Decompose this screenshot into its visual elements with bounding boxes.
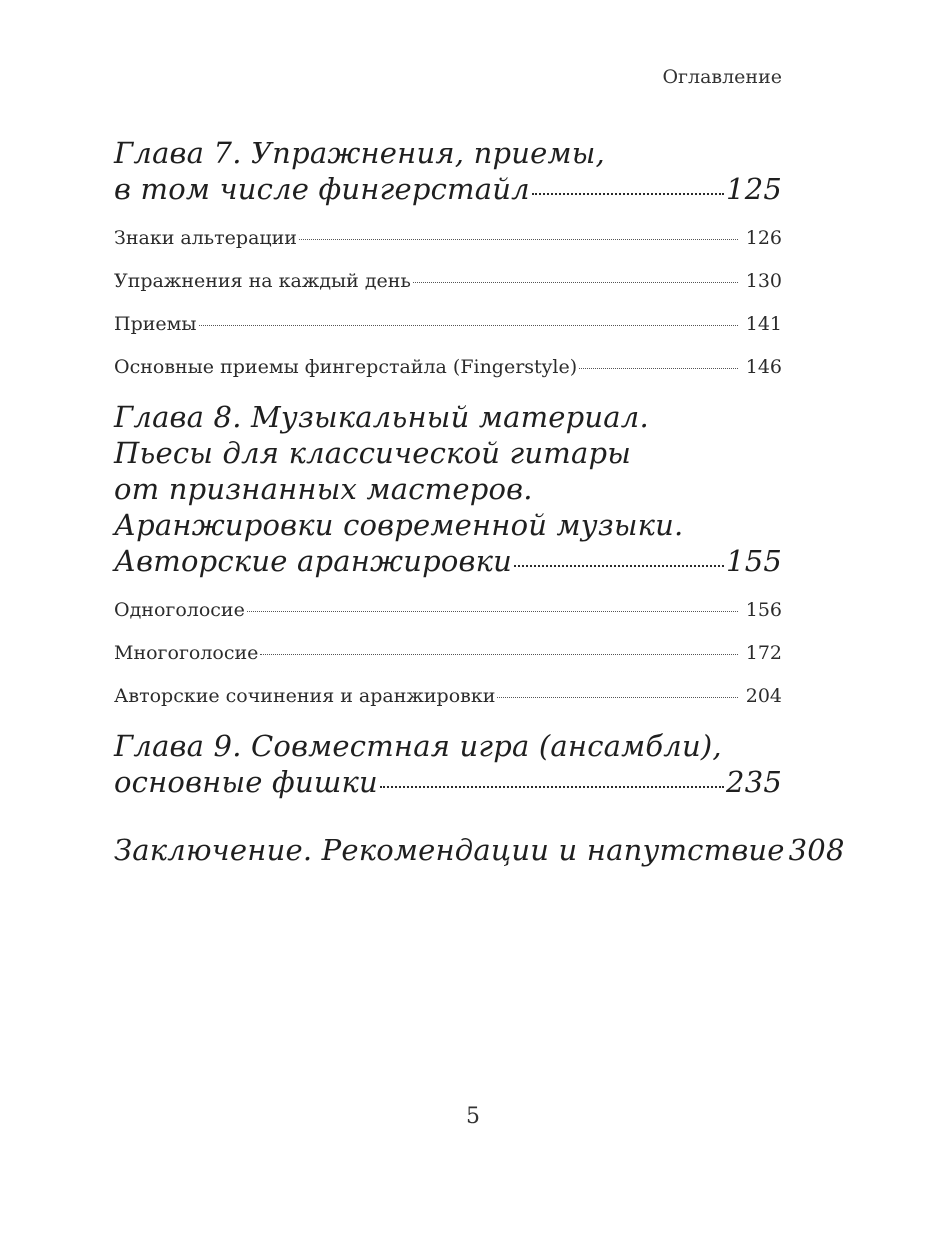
dot-leader <box>497 697 737 698</box>
dot-leader <box>299 239 738 240</box>
table-of-contents <box>114 135 845 868</box>
toc-entry-title: Авторские сочинения и аранжировки <box>114 685 496 707</box>
toc-entry-page: 130 <box>745 270 782 292</box>
dot-leader <box>260 654 737 655</box>
chapter-7-title-line-2: в том числе фингерстайл <box>114 172 530 206</box>
chapter-8-sections <box>114 599 782 707</box>
chapter-title-line <box>114 399 782 435</box>
chapter-title-line <box>114 135 782 171</box>
chapter-8 <box>114 399 782 707</box>
toc-entry-title: Знаки альтерации <box>114 227 297 249</box>
dot-leader <box>247 611 738 612</box>
toc-entry[interactable] <box>114 227 782 249</box>
dot-leader <box>579 368 738 369</box>
chapter-title-line <box>114 728 782 764</box>
chapter-8-title-line-5: Авторские аранжировки <box>114 544 512 578</box>
toc-entry[interactable] <box>114 642 782 664</box>
toc-entry[interactable] <box>114 685 782 707</box>
chapter-8-page: 155 <box>726 544 782 578</box>
chapter-8-title-line-2: Пьесы для классической гитары <box>114 436 632 470</box>
toc-entry-title: Основные приемы фингерстайла (Fingerstyle) <box>114 356 578 378</box>
running-header: Оглавление <box>662 66 782 88</box>
dot-leader <box>514 565 724 567</box>
chapter-7-page: 125 <box>726 172 782 206</box>
chapter-9 <box>114 728 782 800</box>
toc-entry[interactable] <box>114 270 782 292</box>
chapter-9-title-line-2: основные фишки <box>114 765 378 799</box>
chapter-9-title-line-1: Глава 9. Совместная игра (ансамбли), <box>114 729 722 763</box>
dot-leader <box>199 325 738 326</box>
chapter-7-sections <box>114 227 782 378</box>
chapter-title-line[interactable] <box>114 171 782 207</box>
toc-entry-page: 146 <box>745 356 782 378</box>
toc-entry[interactable] <box>114 313 782 335</box>
conclusion-title: Заключение. Рекомендации и напутствие <box>114 833 785 867</box>
toc-entry-title: Приемы <box>114 313 197 335</box>
toc-entry-title: Одноголосие <box>114 599 245 621</box>
chapter-8-title-line-4: Аранжировки современной музыки. <box>114 508 684 542</box>
toc-entry[interactable] <box>114 599 782 621</box>
toc-entry-page: 141 <box>745 313 782 335</box>
toc-entry-page: 172 <box>745 642 782 664</box>
page-number: 5 <box>466 1104 480 1129</box>
conclusion <box>114 832 845 868</box>
toc-entry-page: 126 <box>745 227 782 249</box>
chapter-7 <box>114 135 782 378</box>
toc-entry-page: 204 <box>745 685 782 707</box>
dot-leader <box>380 786 724 788</box>
chapter-8-title-line-1: Глава 8. Музыкальный материал. <box>114 400 649 434</box>
chapter-title-line <box>114 435 782 471</box>
chapter-7-title-line-1: Глава 7. Упражнения, приемы, <box>114 136 605 170</box>
chapter-title-line[interactable] <box>114 832 845 868</box>
dot-leader <box>532 193 724 195</box>
conclusion-page: 308 <box>788 833 845 867</box>
chapter-title-line <box>114 507 782 543</box>
chapter-title-line[interactable] <box>114 543 782 579</box>
toc-entry-title: Многоголосие <box>114 642 259 664</box>
chapter-title-line[interactable] <box>114 764 782 800</box>
toc-entry-title: Упражнения на каждый день <box>114 270 411 292</box>
dot-leader <box>413 282 738 283</box>
chapter-title-line <box>114 471 782 507</box>
chapter-9-page: 235 <box>726 765 782 799</box>
toc-entry-page: 156 <box>745 599 782 621</box>
toc-entry[interactable] <box>114 356 782 378</box>
chapter-8-title-line-3: от признанных мастеров. <box>114 472 533 506</box>
